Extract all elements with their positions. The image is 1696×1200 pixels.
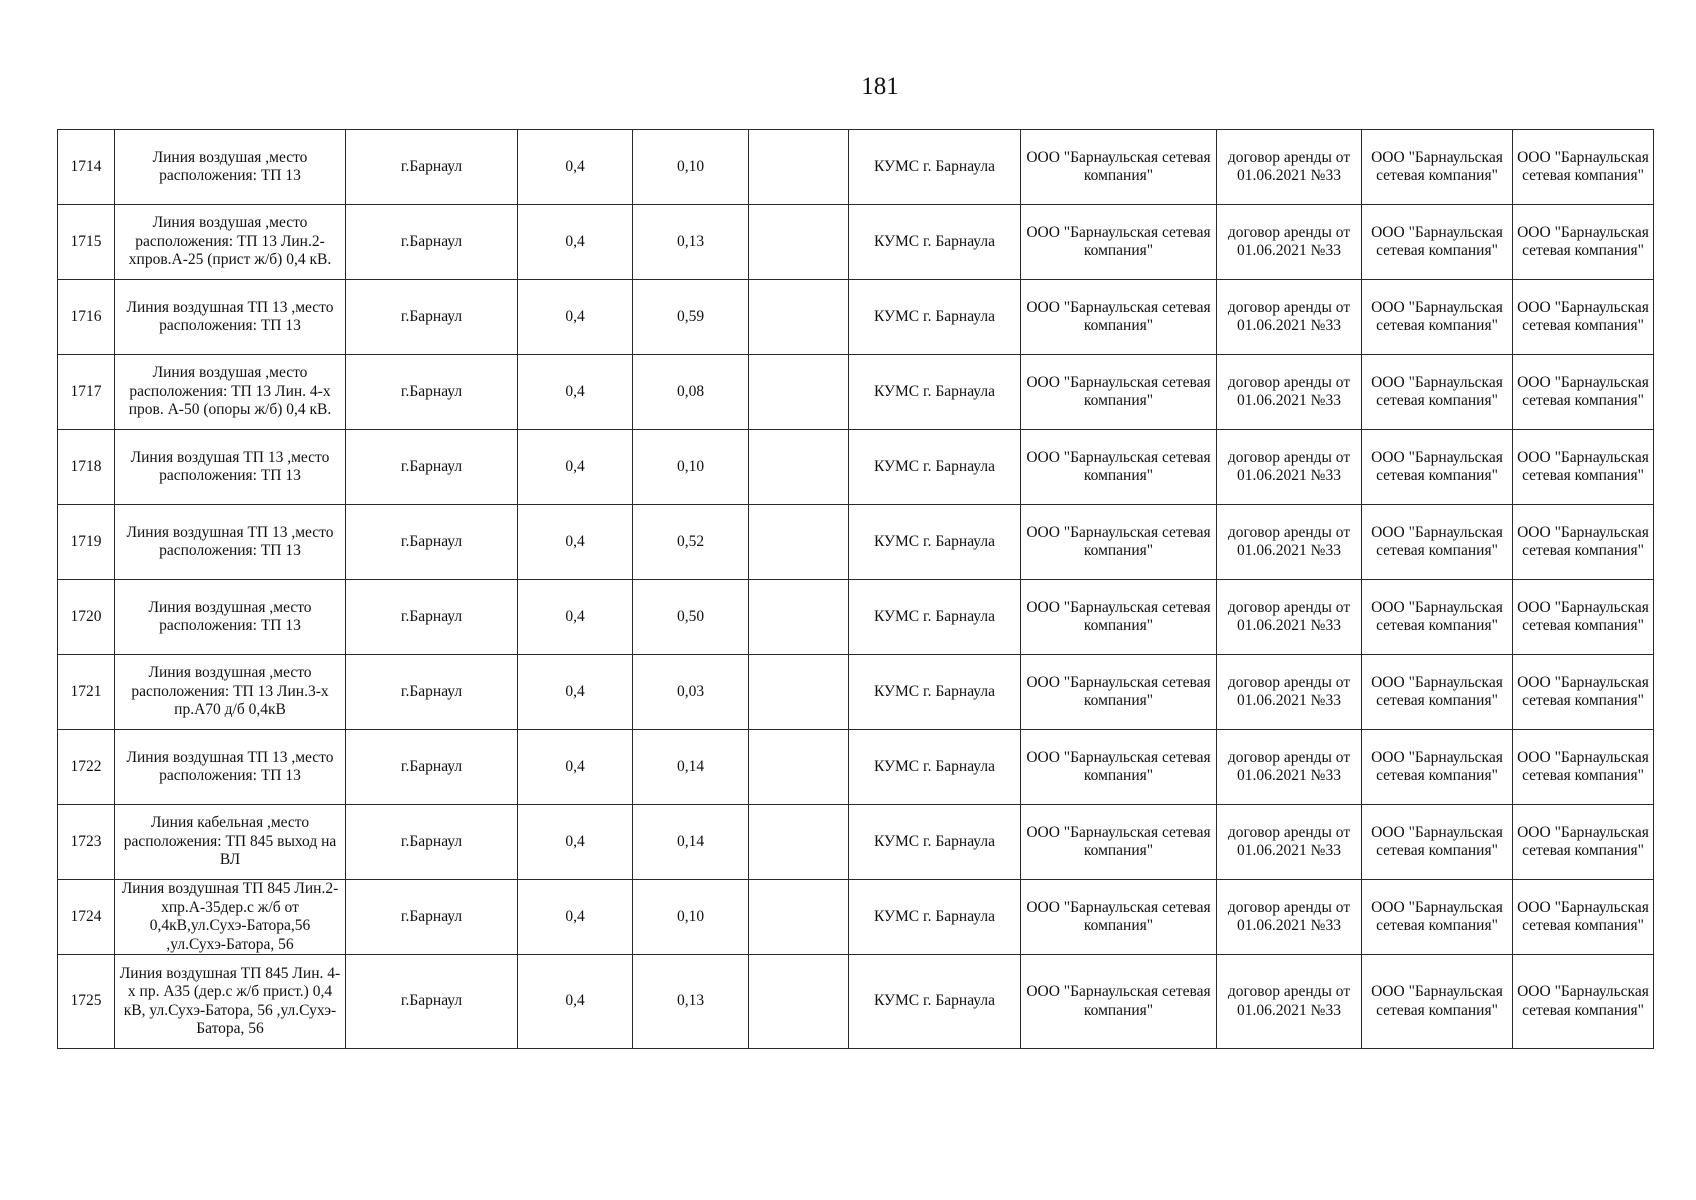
length-cell: 0,10: [633, 430, 749, 505]
row-number-cell: 1717: [58, 355, 115, 430]
city-cell: г.Барнаул: [346, 355, 518, 430]
table-row: [58, 505, 1654, 580]
voltage-cell: 0,4: [518, 130, 633, 205]
table-row: [58, 130, 1654, 205]
holder-cell: ООО "Барнаульская сетевая компания": [1021, 655, 1217, 730]
empty-cell: [749, 505, 849, 580]
object-name-cell: Линия воздушная ТП 845 Лин.2-хпр.А-35дер.с ж/б от 0,4кВ,ул.Сухэ-Батора,56 ,ул.Сухэ-Батора, 56: [115, 880, 346, 955]
empty-cell: [749, 355, 849, 430]
city-cell: г.Барнаул: [346, 130, 518, 205]
length-cell: 0,10: [633, 130, 749, 205]
operator-cell: ООО "Барнаульская сетевая компания": [1362, 505, 1513, 580]
owner-cell: КУМС г. Барнаула: [849, 505, 1021, 580]
operator-cell: ООО "Барнаульская сетевая компания": [1362, 205, 1513, 280]
holder-cell: ООО "Барнаульская сетевая компания": [1021, 205, 1217, 280]
operator-cell: ООО "Барнаульская сетевая компания": [1362, 955, 1513, 1049]
voltage-cell: 0,4: [518, 505, 633, 580]
row-number-cell: 1715: [58, 205, 115, 280]
operator-secondary-cell: ООО "Барнаульская сетевая компания": [1513, 430, 1654, 505]
owner-cell: КУМС г. Барнаула: [849, 130, 1021, 205]
object-name-cell: Линия воздушная ,место расположения: ТП 13: [115, 580, 346, 655]
table-row: [58, 355, 1654, 430]
voltage-cell: 0,4: [518, 430, 633, 505]
object-name-cell: Линия воздушая ,место расположения: ТП 13 Лин.2-хпров.А-25 (прист ж/б) 0,4 кВ.: [115, 205, 346, 280]
voltage-cell: 0,4: [518, 205, 633, 280]
empty-cell: [749, 130, 849, 205]
empty-cell: [749, 955, 849, 1049]
owner-cell: КУМС г. Барнаула: [849, 880, 1021, 955]
object-name-cell: Линия воздушная ТП 13 ,место расположения: ТП 13: [115, 730, 346, 805]
object-name-cell: Линия воздушая ,место расположения: ТП 13 Лин. 4-х пров. А-50 (опоры ж/б) 0,4 кВ.: [115, 355, 346, 430]
row-number-cell: 1719: [58, 505, 115, 580]
operator-cell: ООО "Барнаульская сетевая компания": [1362, 355, 1513, 430]
empty-cell: [749, 280, 849, 355]
length-cell: 0,08: [633, 355, 749, 430]
operator-cell: ООО "Барнаульская сетевая компания": [1362, 805, 1513, 880]
city-cell: г.Барнаул: [346, 880, 518, 955]
empty-cell: [749, 655, 849, 730]
city-cell: г.Барнаул: [346, 430, 518, 505]
owner-cell: КУМС г. Барнаула: [849, 655, 1021, 730]
contract-cell: договор аренды от 01.06.2021 №33: [1217, 355, 1362, 430]
holder-cell: ООО "Барнаульская сетевая компания": [1021, 280, 1217, 355]
row-number-cell: 1721: [58, 655, 115, 730]
city-cell: г.Барнаул: [346, 580, 518, 655]
contract-cell: договор аренды от 01.06.2021 №33: [1217, 955, 1362, 1049]
owner-cell: КУМС г. Барнаула: [849, 430, 1021, 505]
city-cell: г.Барнаул: [346, 205, 518, 280]
table-row: [58, 430, 1654, 505]
holder-cell: ООО "Барнаульская сетевая компания": [1021, 955, 1217, 1049]
operator-secondary-cell: ООО "Барнаульская сетевая компания": [1513, 205, 1654, 280]
voltage-cell: 0,4: [518, 280, 633, 355]
operator-cell: ООО "Барнаульская сетевая компания": [1362, 280, 1513, 355]
table-row: [58, 655, 1654, 730]
length-cell: 0,03: [633, 655, 749, 730]
row-number-cell: 1725: [58, 955, 115, 1049]
length-cell: 0,59: [633, 280, 749, 355]
owner-cell: КУМС г. Барнаула: [849, 805, 1021, 880]
voltage-cell: 0,4: [518, 355, 633, 430]
city-cell: г.Барнаул: [346, 805, 518, 880]
length-cell: 0,14: [633, 730, 749, 805]
empty-cell: [749, 430, 849, 505]
city-cell: г.Барнаул: [346, 730, 518, 805]
owner-cell: КУМС г. Барнаула: [849, 955, 1021, 1049]
owner-cell: КУМС г. Барнаула: [849, 280, 1021, 355]
empty-cell: [749, 805, 849, 880]
row-number-cell: 1723: [58, 805, 115, 880]
table-row: [58, 730, 1654, 805]
row-number-cell: 1720: [58, 580, 115, 655]
operator-secondary-cell: ООО "Барнаульская сетевая компания": [1513, 730, 1654, 805]
operator-secondary-cell: ООО "Барнаульская сетевая компания": [1513, 655, 1654, 730]
city-cell: г.Барнаул: [346, 505, 518, 580]
table-row: [58, 955, 1654, 1049]
page-number: 181: [861, 73, 899, 100]
city-cell: г.Барнаул: [346, 655, 518, 730]
object-name-cell: Линия воздушная ТП 13 ,место расположения: ТП 13: [115, 280, 346, 355]
operator-secondary-cell: ООО "Барнаульская сетевая компания": [1513, 505, 1654, 580]
operator-cell: ООО "Барнаульская сетевая компания": [1362, 580, 1513, 655]
row-number-cell: 1718: [58, 430, 115, 505]
operator-secondary-cell: ООО "Барнаульская сетевая компания": [1513, 805, 1654, 880]
operator-secondary-cell: ООО "Барнаульская сетевая компания": [1513, 280, 1654, 355]
object-name-cell: Линия воздушая ,место расположения: ТП 13: [115, 130, 346, 205]
operator-secondary-cell: ООО "Барнаульская сетевая компания": [1513, 355, 1654, 430]
empty-cell: [749, 205, 849, 280]
row-number-cell: 1716: [58, 280, 115, 355]
empty-cell: [749, 580, 849, 655]
operator-cell: ООО "Барнаульская сетевая компания": [1362, 430, 1513, 505]
object-name-cell: Линия воздушная ТП 845 Лин. 4-х пр. А35 (дер.с ж/б прист.) 0,4 кВ, ул.Сухэ-Батора, 56 ,ул.Сухэ-Батора, 56: [115, 955, 346, 1049]
length-cell: 0,52: [633, 505, 749, 580]
operator-cell: ООО "Барнаульская сетевая компания": [1362, 730, 1513, 805]
empty-cell: [749, 880, 849, 955]
owner-cell: КУМС г. Барнаула: [849, 355, 1021, 430]
table-body: [58, 130, 1654, 1049]
contract-cell: договор аренды от 01.06.2021 №33: [1217, 730, 1362, 805]
row-number-cell: 1724: [58, 880, 115, 955]
length-cell: 0,50: [633, 580, 749, 655]
contract-cell: договор аренды от 01.06.2021 №33: [1217, 655, 1362, 730]
operator-secondary-cell: ООО "Барнаульская сетевая компания": [1513, 130, 1654, 205]
contract-cell: договор аренды от 01.06.2021 №33: [1217, 280, 1362, 355]
voltage-cell: 0,4: [518, 955, 633, 1049]
voltage-cell: 0,4: [518, 580, 633, 655]
holder-cell: ООО "Барнаульская сетевая компания": [1021, 880, 1217, 955]
table-row: [58, 880, 1654, 955]
owner-cell: КУМС г. Барнаула: [849, 730, 1021, 805]
holder-cell: ООО "Барнаульская сетевая компания": [1021, 805, 1217, 880]
object-name-cell: Линия кабельная ,место расположения: ТП 845 выход на ВЛ: [115, 805, 346, 880]
operator-secondary-cell: ООО "Барнаульская сетевая компания": [1513, 880, 1654, 955]
length-cell: 0,10: [633, 880, 749, 955]
length-cell: 0,13: [633, 955, 749, 1049]
voltage-cell: 0,4: [518, 655, 633, 730]
owner-cell: КУМС г. Барнаула: [849, 580, 1021, 655]
holder-cell: ООО "Барнаульская сетевая компания": [1021, 580, 1217, 655]
empty-cell: [749, 730, 849, 805]
operator-secondary-cell: ООО "Барнаульская сетевая компания": [1513, 580, 1654, 655]
contract-cell: договор аренды от 01.06.2021 №33: [1217, 130, 1362, 205]
row-number-cell: 1714: [58, 130, 115, 205]
voltage-cell: 0,4: [518, 880, 633, 955]
operator-secondary-cell: ООО "Барнаульская сетевая компания": [1513, 955, 1654, 1049]
object-name-cell: Линия воздушная ,место расположения: ТП 13 Лин.3-х пр.А70 д/б 0,4кВ: [115, 655, 346, 730]
contract-cell: договор аренды от 01.06.2021 №33: [1217, 580, 1362, 655]
operator-cell: ООО "Барнаульская сетевая компания": [1362, 655, 1513, 730]
table-row: [58, 580, 1654, 655]
table-row: [58, 280, 1654, 355]
city-cell: г.Барнаул: [346, 280, 518, 355]
contract-cell: договор аренды от 01.06.2021 №33: [1217, 805, 1362, 880]
contract-cell: договор аренды от 01.06.2021 №33: [1217, 205, 1362, 280]
row-number-cell: 1722: [58, 730, 115, 805]
holder-cell: ООО "Барнаульская сетевая компания": [1021, 430, 1217, 505]
holder-cell: ООО "Барнаульская сетевая компания": [1021, 730, 1217, 805]
contract-cell: договор аренды от 01.06.2021 №33: [1217, 880, 1362, 955]
object-name-cell: Линия воздушная ТП 13 ,место расположения: ТП 13: [115, 505, 346, 580]
holder-cell: ООО "Барнаульская сетевая компания": [1021, 505, 1217, 580]
voltage-cell: 0,4: [518, 730, 633, 805]
contract-cell: договор аренды от 01.06.2021 №33: [1217, 505, 1362, 580]
operator-cell: ООО "Барнаульская сетевая компания": [1362, 880, 1513, 955]
length-cell: 0,14: [633, 805, 749, 880]
voltage-cell: 0,4: [518, 805, 633, 880]
operator-cell: ООО "Барнаульская сетевая компания": [1362, 130, 1513, 205]
holder-cell: ООО "Барнаульская сетевая компания": [1021, 130, 1217, 205]
registry-table: [57, 129, 1654, 1049]
owner-cell: КУМС г. Барнаула: [849, 205, 1021, 280]
table-row: [58, 205, 1654, 280]
object-name-cell: Линия воздушая ТП 13 ,место расположения: ТП 13: [115, 430, 346, 505]
holder-cell: ООО "Барнаульская сетевая компания": [1021, 355, 1217, 430]
contract-cell: договор аренды от 01.06.2021 №33: [1217, 430, 1362, 505]
table-row: [58, 805, 1654, 880]
length-cell: 0,13: [633, 205, 749, 280]
city-cell: г.Барнаул: [346, 955, 518, 1049]
